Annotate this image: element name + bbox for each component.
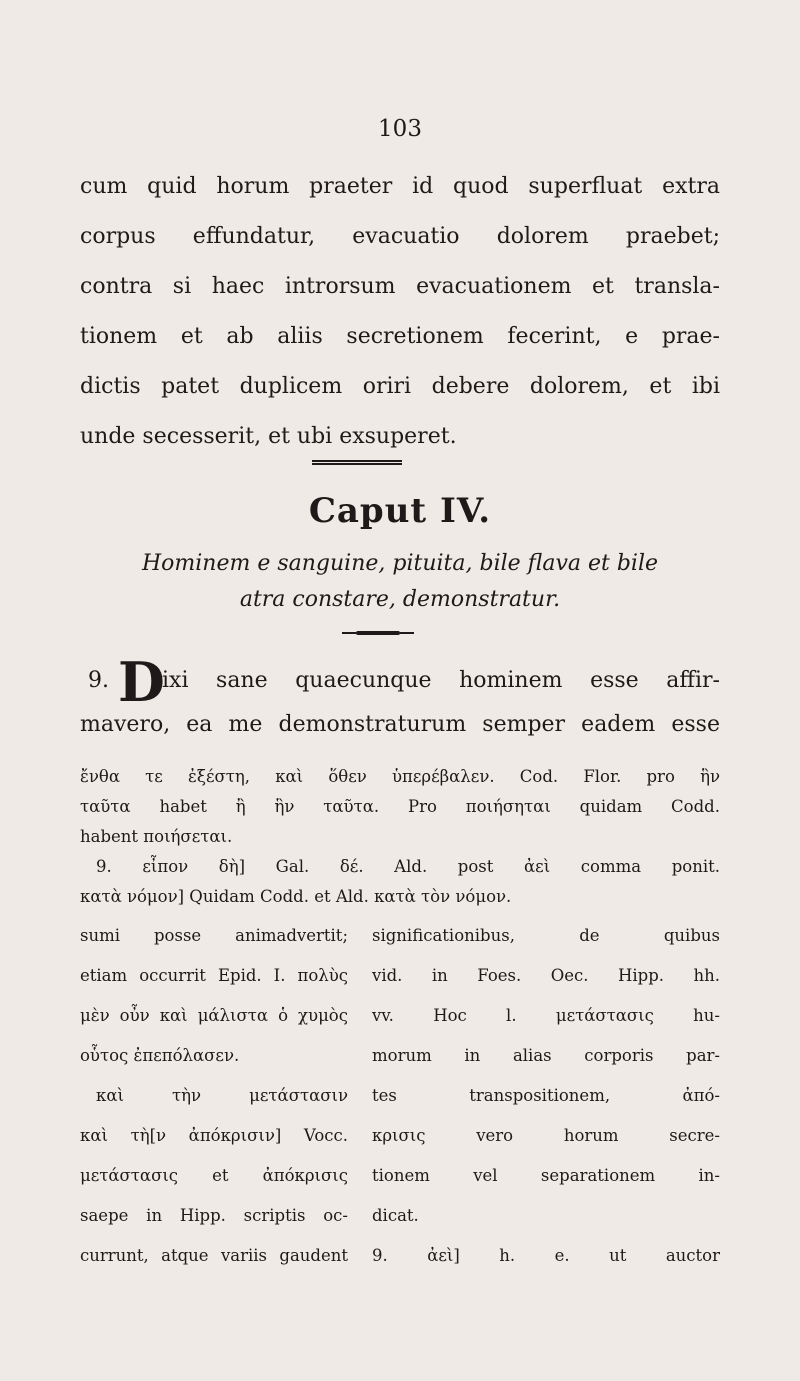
footnote-line: 9. ἀεὶ] h. e. ut auctor — [372, 1246, 720, 1265]
subtitle-line: atra constare, demonstratur. — [239, 587, 561, 612]
footnote-line: καὶ τὴ[ν ἀπόκρισιν] Vocc. — [80, 1126, 348, 1145]
text-line: mavero, ea me demonstraturum semper eadem esse — [80, 712, 720, 737]
chapter-subtitle — [80, 546, 720, 618]
drop-cap: D — [118, 650, 165, 714]
footnote-line: μετάστασις et ἀπόκρισις — [80, 1166, 348, 1185]
text-line: tionem et ab aliis secretionem fecerint, e prae- — [80, 324, 720, 349]
footnote-line: κρισις vero horum secre- — [372, 1126, 720, 1145]
footnote-line: sumi posse animadvertit; — [80, 926, 348, 945]
note-line: ἔνθα τε ἐξέστη, καὶ ὅθεν ὑπερέβαλεν. Cod. Flor. pro ἣν — [80, 767, 720, 786]
ornament-divider — [356, 631, 400, 635]
footnote-line: μὲν οὖν καὶ μάλιστα ὁ χυμὸς — [80, 1006, 348, 1025]
note-line: ταῦτα habet ἢ ἣν ταῦτα. Pro ποιήσηται quidam Codd. — [80, 797, 720, 816]
text-line: dictis patet duplicem oriri debere dolorem, et ibi — [80, 374, 720, 399]
note-line: habent ποιήσεται. — [80, 827, 233, 846]
footnote-line: dicat. — [372, 1206, 419, 1225]
footnote-line: καὶ τὴν μετάστασιν — [96, 1086, 348, 1105]
main-paragraph — [80, 162, 720, 462]
footnote-line: morum in alias corporis par- — [372, 1046, 720, 1065]
text-line: ixi sane quaecunque hominem esse affir- — [162, 668, 720, 693]
text-line: cum quid horum praeter id quod superfluat extra — [80, 174, 720, 199]
text-line: corpus effundatur, evacuatio dolorem praebet; — [80, 224, 720, 249]
footnote-line: vv. Hoc l. μετάστασις hu- — [372, 1006, 720, 1025]
chapter-title: Caput IV. — [308, 491, 492, 531]
section-divider — [312, 460, 402, 465]
section-number: 9. — [88, 668, 109, 693]
footnote-line: saepe in Hipp. scriptis oc- — [80, 1206, 348, 1225]
footnote-line: tionem vel separationem in- — [372, 1166, 720, 1185]
footnote-line: vid. in Foes. Oec. Hipp. hh. — [372, 966, 720, 985]
footnote-column-left — [80, 916, 348, 1276]
footnote-column-right — [372, 916, 720, 1276]
text-line: unde secesserit, et ubi exsuperet. — [80, 424, 457, 449]
footnote-line: tes transpositionem, ἀπό- — [372, 1086, 720, 1105]
note-line: 9. εἶπον δὴ] Gal. δέ. Ald. post ἀεὶ comma ponit. — [96, 857, 720, 876]
footnote-line: οὗτος ἐπεπόλασεν. — [80, 1046, 240, 1065]
page-number: 103 — [378, 116, 422, 142]
text-line: contra si haec introrsum evacuationem et transla- — [80, 274, 720, 299]
note-line: κατὰ νόμον] Quidam Codd. et Ald. κατὰ τὸν νόμον. — [80, 887, 512, 906]
footnote-line: etiam occurrit Epid. I. πολὺς — [80, 966, 348, 985]
critical-notes — [80, 762, 720, 912]
footnote-line: significationibus, de quibus — [372, 926, 720, 945]
footnote-line: currunt, atque variis gaudent — [80, 1246, 348, 1265]
subtitle-line: Hominem e sanguine, pituita, bile flava et bile — [141, 551, 659, 576]
